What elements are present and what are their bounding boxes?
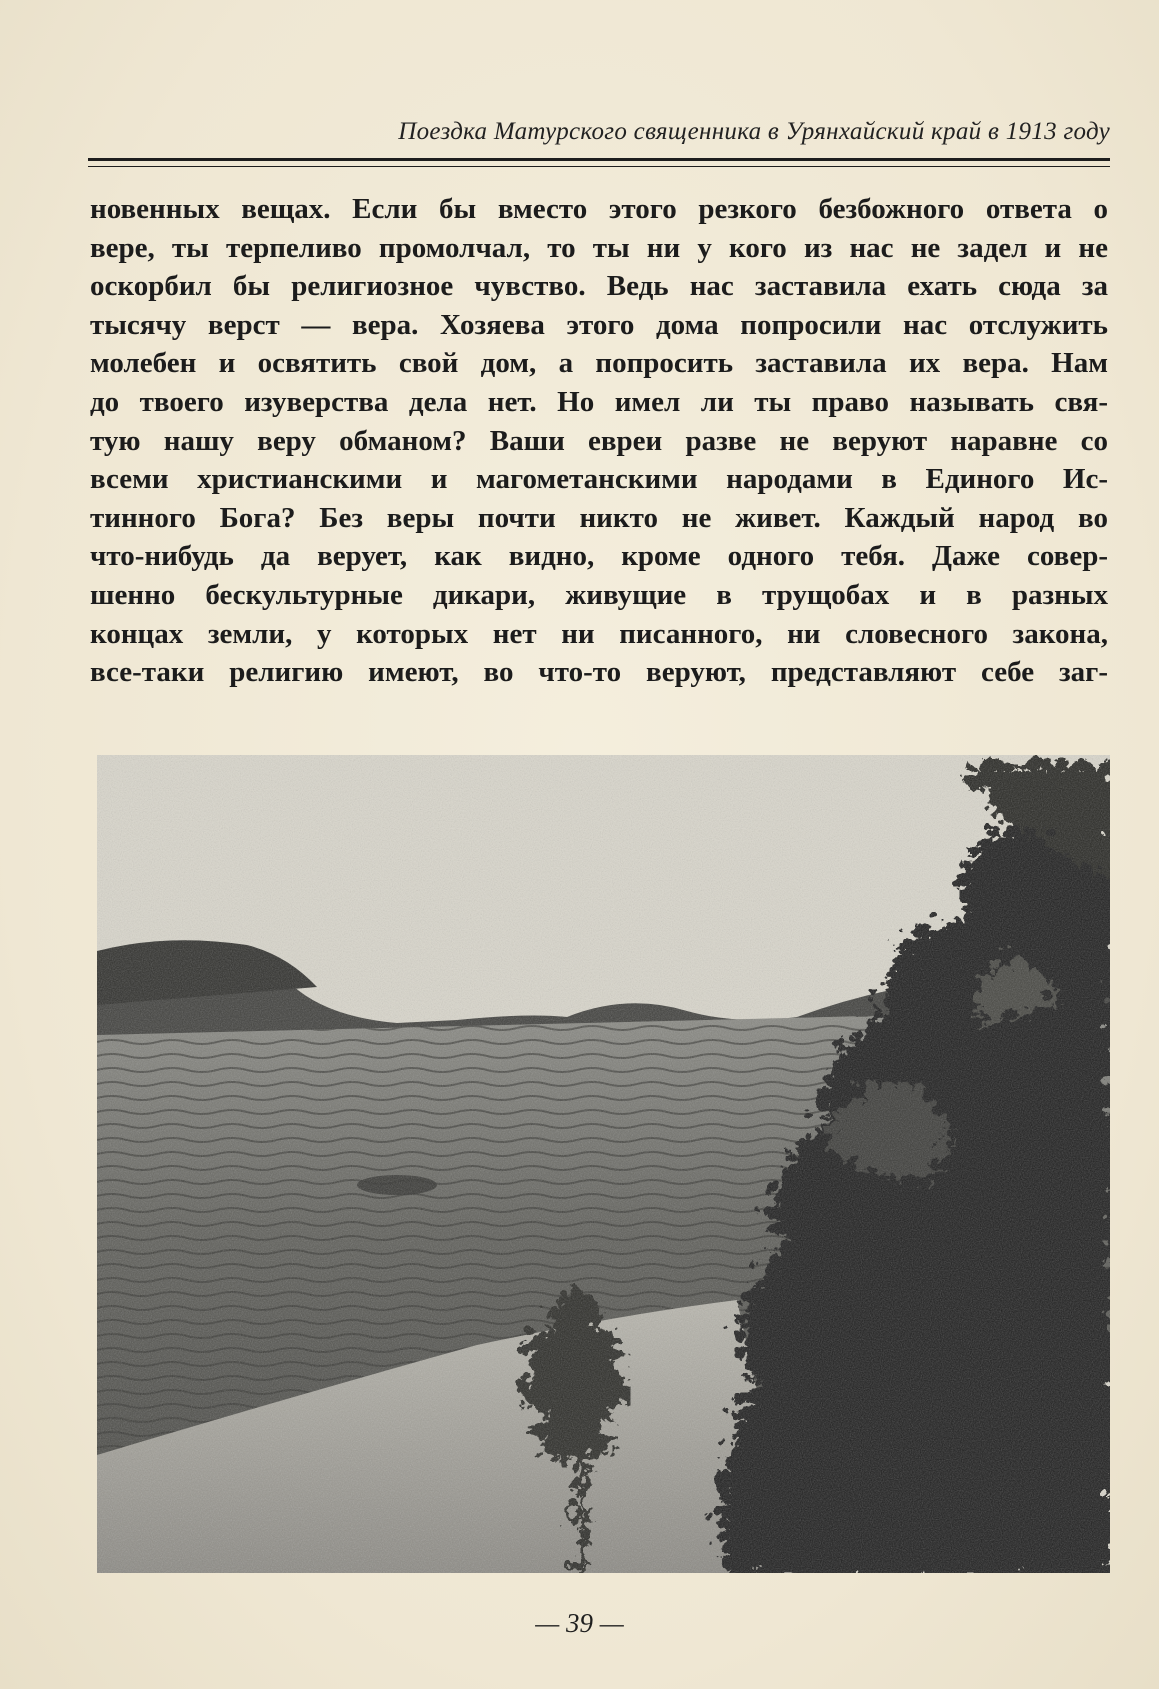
text-line: вере, ты терпеливо промолчал, то ты ни у кого из нас не задел и не bbox=[90, 231, 1108, 264]
text-line: все-таки религию имеют, во что-то веруют, представляют себе заг- bbox=[90, 656, 1108, 689]
text-line: тысячу верст — вера. Хозяева этого дома попросили нас отслужить bbox=[90, 308, 1108, 341]
text-line: шенно бескультурные дикари, живущие в трущобах и в разных bbox=[90, 578, 1108, 611]
text-line: новенных вещах. Если бы вместо этого резкого безбожного ответа о bbox=[90, 193, 1108, 225]
text-line: молебен и освятить свой дом, а попросить заставила их вера. Нам bbox=[90, 347, 1108, 380]
body-text bbox=[90, 190, 1108, 692]
photo-grain bbox=[97, 755, 1110, 1573]
text-line: что-нибудь да верует, как видно, кроме одного тебя. Даже совер- bbox=[90, 540, 1108, 573]
text-line: тинного Бога? Без веры почти никто не живет. Каждый народ во bbox=[90, 501, 1108, 534]
lake-photograph bbox=[97, 755, 1110, 1573]
text-line: до твоего изуверства дела нет. Но имел ли ты право называть свя- bbox=[90, 385, 1108, 418]
text-line: концах земли, у которых нет ни писанного, ни словесного закона, bbox=[90, 617, 1108, 650]
text-line: оскорбил бы религиозное чувство. Ведь нас заставила ехать сюда за bbox=[90, 270, 1108, 303]
header-rule bbox=[88, 158, 1110, 167]
text-line: всеми христианскими и магометанскими народами в Единого Ис- bbox=[90, 463, 1108, 496]
running-head: Поездка Матурского священника в Урянхайский край в 1913 году bbox=[398, 118, 1110, 145]
page-number: — 39 — bbox=[535, 1608, 624, 1638]
text-line: тую нашу веру обманом? Ваши евреи разве не веруют наравне со bbox=[90, 424, 1108, 457]
